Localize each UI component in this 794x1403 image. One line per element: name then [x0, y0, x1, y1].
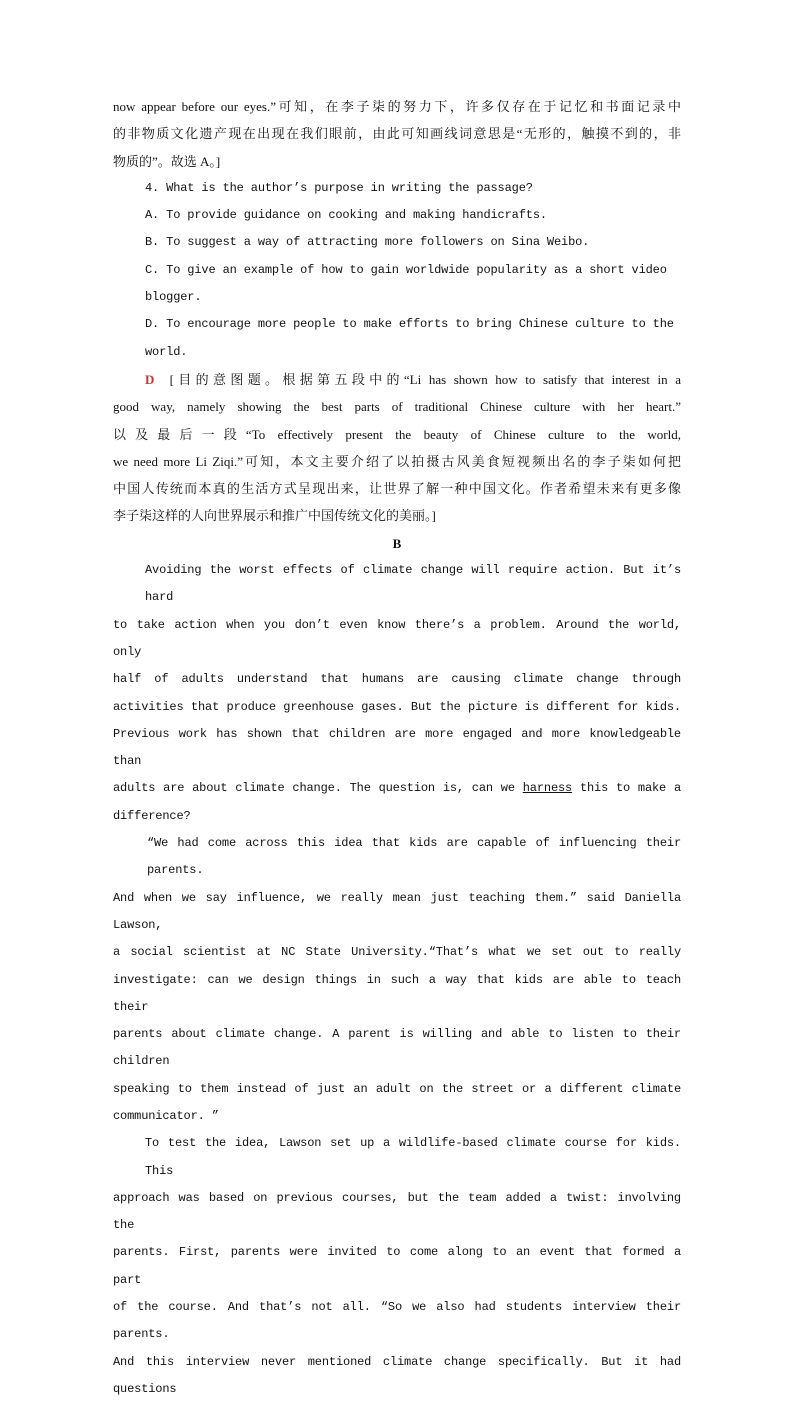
text-line: communicator. ”	[113, 1108, 219, 1123]
text-line: approach was based on previous courses, but the team added a twist: involving the	[113, 1190, 681, 1233]
answer-letter: D	[145, 371, 155, 387]
answer3-explanation	[113, 93, 681, 175]
section-heading: B	[392, 535, 402, 551]
text-line: speaking to them instead of just an adult on the street or a different climate	[113, 1081, 681, 1096]
text-line: we need more Li Ziqi.”可知，本文主要介绍了以拍摄古风美食短视频出名的李子柒如何把	[113, 453, 681, 469]
text-line: 物质的”。故选 A。]	[113, 153, 221, 169]
text-line: good way, namely showing the best parts of traditional Chinese culture with her heart.”	[113, 399, 681, 415]
option-d: D. To encourage more people to make efforts to bring Chinese culture to the world.	[145, 317, 674, 359]
text-line: parents. First, parents were invited to come along to an event that formed a part	[113, 1245, 681, 1287]
passage-b-paragraph-2	[113, 830, 681, 1130]
text-line: And when we say influence, we really mean just teaching them.” said Daniella Lawson,	[113, 890, 681, 932]
option-a: A. To provide guidance on cooking and making handicrafts.	[145, 208, 547, 223]
text-line: parents about climate change. A parent is willing and able to listen to their children	[113, 1027, 681, 1069]
text-line: “We had come across this idea that kids are capable of influencing their parents.	[147, 836, 681, 878]
question-stem: 4. What is the author’s purpose in writing the passage?	[145, 180, 533, 195]
option-b: B. To suggest a way of attracting more followers on Sina Weibo.	[145, 235, 590, 250]
answer4-explanation	[113, 366, 681, 530]
text-line: 李子柒这样的人向世界展示和推广中国传统文化的美丽。]	[113, 508, 436, 524]
text-line: now appear before our eyes.”可知，在李子柒的努力下，许多仅存在于记忆和书面记录中	[113, 99, 681, 114]
text-line: a social scientist at NC State University.“That’s what we set out to really	[113, 945, 681, 960]
text-line: To test the idea, Lawson set up a wildlife-based climate course for kids. This	[145, 1136, 681, 1178]
text-line: activities that produce greenhouse gases. But the picture is different for kids.	[113, 699, 681, 714]
text-line: of the course. And that’s not all. “So we also had students interview their parents.	[113, 1300, 681, 1342]
text-line	[113, 775, 681, 802]
text-line: 以及最后一段“To effectively present the beauty of Chinese culture to the world,	[113, 426, 681, 442]
text-line: Avoiding the worst effects of climate change will require action. But it’s hard	[145, 563, 681, 605]
text-line: to take action when you don’t even know there’s a problem. Around the world, only	[113, 617, 681, 659]
text-line: difference?	[113, 808, 191, 823]
question-4	[113, 175, 681, 366]
underlined-word: harness	[522, 781, 573, 796]
text-line	[113, 366, 681, 393]
page-content	[113, 93, 681, 1403]
text-line: 的非物质文化遗产现在出现在我们眼前，由此可知画线词意思是“无形的，触摸不到的，非	[113, 126, 681, 142]
passage-b-paragraph-1	[113, 557, 681, 830]
text-span: this to make a	[579, 781, 681, 796]
text-line: investigate: can we design things in such a way that kids are able to teach their	[113, 972, 681, 1014]
text-line: And this interview never mentioned climate change specifically. But it had questions	[113, 1354, 681, 1396]
text-line: Previous work has shown that children are more engaged and more knowledgeable than	[113, 726, 681, 769]
text-span: adults are about climate change. The question is, can we	[113, 781, 515, 796]
text-line: 中国人传统而本真的生活方式呈现出来，让世界了解一种中国文化。作者希望未来有更多像	[113, 481, 681, 497]
option-c: C. To give an example of how to gain worldwide popularity as a short video blogger.	[145, 262, 667, 305]
text-line: half of adults understand that humans are causing climate change through	[113, 672, 681, 687]
answer-text: [目的意图题。根据第五段中的“Li has shown how to satisfy that interest in a	[169, 371, 682, 387]
passage-b-paragraph-3	[113, 1130, 681, 1403]
